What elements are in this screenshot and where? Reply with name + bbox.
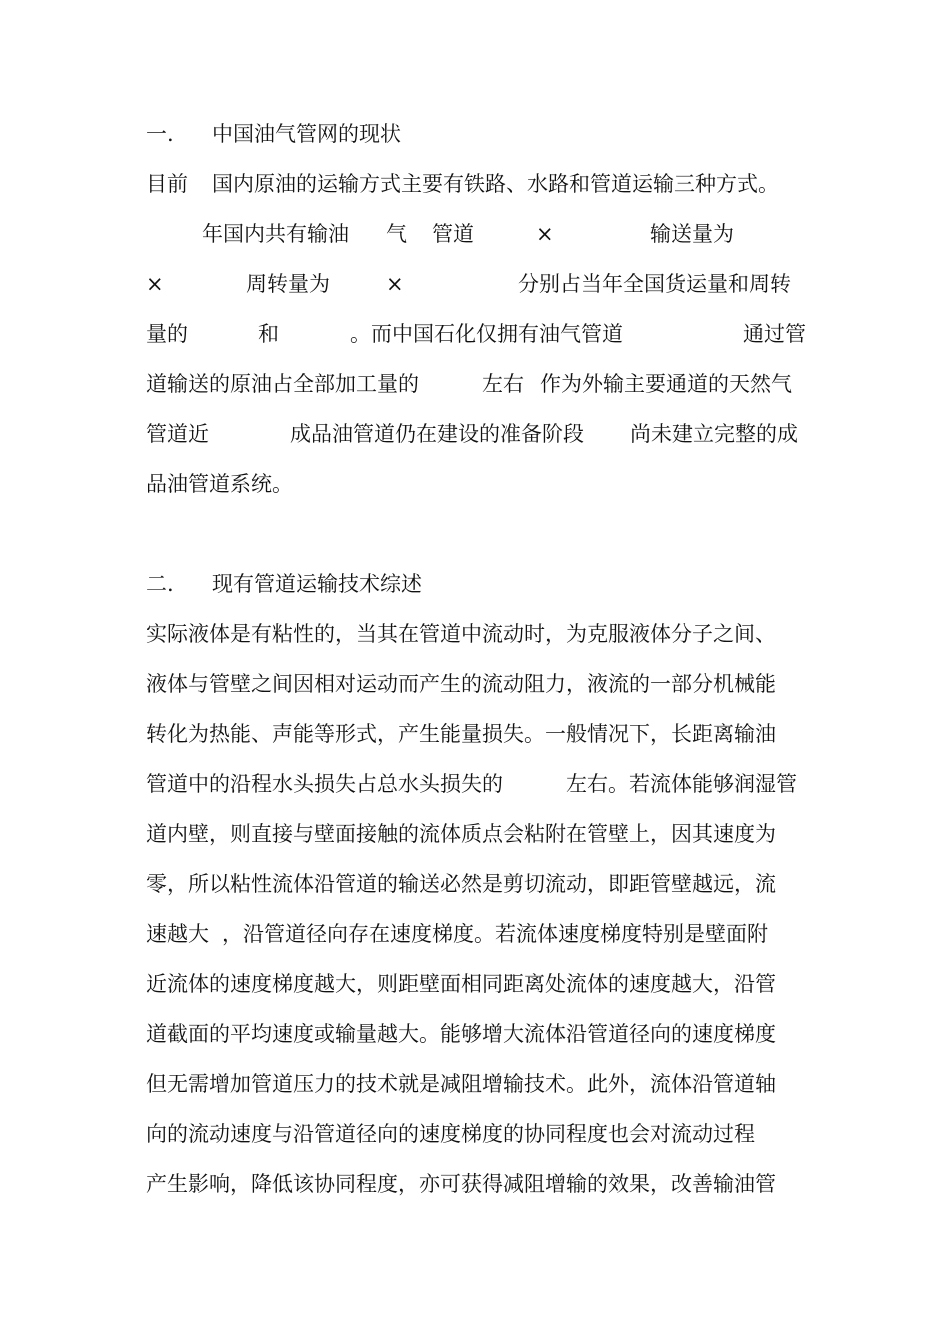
text-segment: 零，所以粘性流体沿管道的输送必然是剪切流动，即距管壁越远，流 — [146, 872, 776, 896]
section2-line-4 — [0, 764, 950, 804]
text-segment: 管道 — [432, 222, 474, 246]
text-segment: 分别占当年全国货运量和周转 — [518, 272, 791, 296]
section2-line-8 — [0, 964, 950, 1004]
text-segment: 品油管道系统。 — [146, 472, 293, 496]
text-segment: 。而中国石化仅拥有油气管道 — [350, 322, 623, 346]
text-segment: 管道中的沿程水头损失占总水头损失的 — [146, 772, 503, 796]
text-segment: 近流体的速度梯度越大，则距壁面相同距离处流体的速度越大，沿管 — [146, 972, 776, 996]
section2-line-10 — [0, 1064, 950, 1104]
section2-line-3 — [0, 714, 950, 754]
section1-number: 一. — [146, 122, 174, 146]
text-segment: 道截面的平均速度或输量越大。能够增大流体沿管道径向的速度梯度 — [146, 1022, 776, 1046]
section2-line-7 — [0, 914, 950, 954]
text-segment: 道输送的原油占全部加工量的 — [146, 372, 419, 396]
text-segment: 气 — [386, 222, 407, 246]
section2-line-12 — [0, 1164, 950, 1204]
text-segment: 速越大 — [146, 922, 209, 946]
section1-line-4 — [0, 314, 950, 354]
section1-line-3 — [0, 264, 950, 304]
section2-line-1 — [0, 614, 950, 654]
text-segment: 转化为热能、声能等形式，产生能量损失。一般情况下，长距离输油 — [146, 722, 776, 746]
text-segment: 国内原油的运输方式主要有铁路、水路和管道运输三种方式。 — [212, 172, 779, 196]
text-segment: 液体与管壁之间因相对运动而产生的流动阻力，液流的一部分机械能 — [146, 672, 776, 696]
section2-number: 二. — [146, 572, 174, 596]
text-segment: × — [146, 272, 164, 296]
section1-title: 中国油气管网的现状 — [212, 122, 401, 146]
section2-heading — [0, 564, 950, 604]
section1-heading — [0, 114, 950, 154]
section2-line-5 — [0, 814, 950, 854]
text-segment: 和 — [258, 322, 279, 346]
text-segment: 目前 — [146, 172, 188, 196]
text-segment: × — [536, 222, 554, 246]
text-segment: 周转量为 — [246, 272, 330, 296]
section2-line-2 — [0, 664, 950, 704]
text-segment: 通过管 — [743, 322, 806, 346]
text-segment: 管道近 — [146, 422, 209, 446]
text-segment: 产生影响，降低该协同程度，亦可获得减阻增输的效果，改善输油管 — [146, 1172, 776, 1196]
text-segment: 年国内共有输油 — [202, 222, 349, 246]
text-segment: 向的流动速度与沿管道径向的速度梯度的协同程度也会对流动过程 — [146, 1122, 755, 1146]
text-segment: 左右 — [482, 372, 524, 396]
section1-line-5 — [0, 364, 950, 404]
section2-line-11 — [0, 1114, 950, 1154]
section1-line-1 — [0, 164, 950, 204]
section2-title: 现有管道运输技术综述 — [212, 572, 422, 596]
text-segment: ，沿管道径向存在速度梯度。若流体速度梯度特别是壁面附 — [222, 922, 768, 946]
text-segment: 输送量为 — [650, 222, 734, 246]
section2-line-6 — [0, 864, 950, 904]
text-segment: 尚未建立完整的成 — [630, 422, 798, 446]
text-segment: 左右。若流体能够润湿管 — [566, 772, 797, 796]
text-segment: 作为外输主要通道的天然气 — [540, 372, 792, 396]
section2-line-9 — [0, 1014, 950, 1054]
text-segment: 道内壁，则直接与壁面接触的流体质点会粘附在管壁上，因其速度为 — [146, 822, 776, 846]
text-segment: 但无需增加管道压力的技术就是减阻增输技术。此外，流体沿管道轴 — [146, 1072, 776, 1096]
text-segment: 量的 — [146, 322, 188, 346]
text-segment: × — [386, 272, 404, 296]
section1-line-2 — [0, 214, 950, 254]
text-segment: 成品油管道仍在建设的准备阶段 — [290, 422, 584, 446]
section1-line-6 — [0, 414, 950, 454]
section1-line-7 — [0, 464, 950, 504]
text-segment: 实际液体是有粘性的，当其在管道中流动时，为克服液体分子之间、 — [146, 622, 776, 646]
